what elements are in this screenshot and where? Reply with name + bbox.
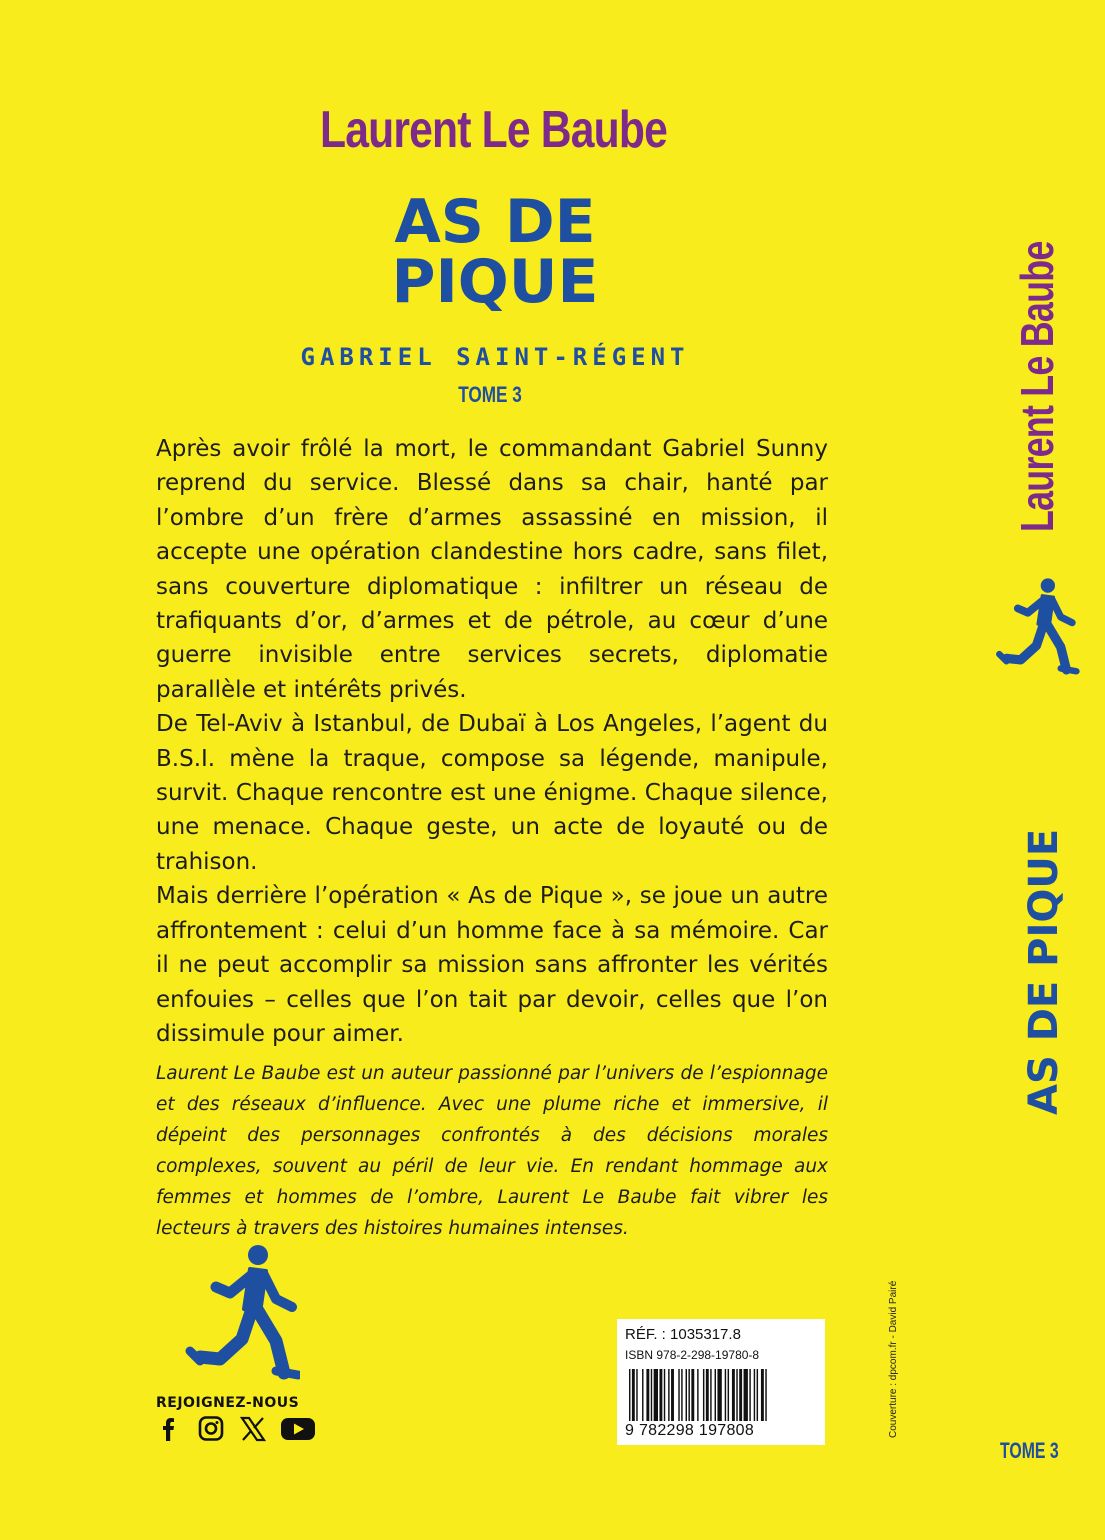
barcode <box>629 1369 813 1421</box>
barcode-bar <box>632 1369 635 1421</box>
spine-author-text: Laurent Le Baube <box>1011 241 1063 532</box>
blurb-paragraph: Après avoir frôlé la mort, le commandant Gabriel Sunny reprend du service. Blessé dans sa chair, hanté par l’ombre d’un frère d’armes assassiné en mission, il accepte une opération clandestine hors cadre, sans filet, sans couverture diplomatique : infiltrer un réseau de trafiquants d’or, d’armes et de pétrole, au cœur d’une guerre invisible entre services secrets, diplomatie parallèle et intérêts privés. <box>156 436 828 703</box>
barcode-bar <box>739 1369 742 1421</box>
barcode-bar <box>688 1369 689 1421</box>
barcode-bar <box>629 1369 630 1421</box>
running-man-logo <box>180 1243 300 1383</box>
barcode-bar <box>744 1369 748 1421</box>
barcode-bar <box>668 1369 669 1421</box>
blurb-paragraph: De Tel-Aviv à Istanbul, de Dubaï à Los Angeles, l’agent du B.S.I. mène la traque, compose sa légende, manipule, survit. Chaque rencontre est une énigme. Chaque silence, une menace. Chaque geste, un acte de loyauté ou de trahison. <box>156 711 828 875</box>
barcode-bar <box>736 1369 737 1421</box>
reference-number: RÉF. : 1035317.8 <box>625 1326 741 1343</box>
book-title <box>380 187 610 317</box>
barcode-bar <box>754 1369 755 1421</box>
barcode-bar <box>749 1369 750 1421</box>
cover-credit: Couverture : dpcom.fr - David Pairé <box>888 1280 899 1438</box>
barcode-bar <box>646 1369 649 1421</box>
barcode-bar <box>715 1369 716 1421</box>
barcode-bar <box>757 1369 758 1421</box>
facebook-icon[interactable] <box>154 1416 184 1442</box>
barcode-bar <box>691 1369 694 1421</box>
barcode-bar <box>636 1369 637 1421</box>
barcode-panel <box>617 1319 825 1445</box>
blurb <box>156 432 828 1051</box>
barcode-bar <box>706 1369 709 1421</box>
barcode-bar <box>765 1369 766 1421</box>
youtube-icon[interactable] <box>280 1416 310 1442</box>
barcode-bar <box>697 1369 698 1421</box>
spine-tome: TOME 3 <box>1000 1438 1059 1463</box>
blurb-paragraph: Mais derrière l’opération « As de Pique », se joue un autre affrontement : celui d’un homme face à sa mémoire. Car il ne peut accomplir sa mission sans affronter les vérités enfouies – celles que l’on tait par devoir, celles que l’on dissimule pour aimer. <box>156 883 828 1047</box>
tome-number: TOME 3 <box>458 382 522 407</box>
barcode-bar <box>681 1369 682 1421</box>
isbn-number: ISBN 978-2-298-19780-8 <box>625 1348 760 1362</box>
barcode-bar <box>686 1369 687 1421</box>
barcode-bar <box>654 1369 658 1421</box>
social-links <box>154 1416 310 1442</box>
join-us-label: REJOIGNEZ-NOUS <box>156 1395 300 1411</box>
book-title-line-1: AS DE <box>394 187 596 257</box>
book-title-line-2: PIQUE <box>391 247 599 317</box>
barcode-bar <box>710 1369 711 1421</box>
barcode-bar <box>664 1369 665 1421</box>
spine-title: AS DE PIQUE <box>1021 828 1067 1115</box>
barcode-bar <box>651 1369 652 1421</box>
barcode-bar <box>703 1369 704 1421</box>
barcode-bar <box>678 1369 679 1421</box>
x-icon[interactable] <box>238 1416 268 1442</box>
series-name: GABRIEL SAINT-RÉGENT <box>300 343 690 371</box>
spine-running-man-logo <box>990 577 1080 677</box>
barcode-bar <box>717 1369 721 1421</box>
barcode-bar <box>671 1369 674 1421</box>
instagram-icon[interactable] <box>196 1416 226 1442</box>
author-bio: Laurent Le Baube est un auteur passionné par l’univers de l’espionnage et des réseaux d’influence. Avec une plume riche et immersive, il dépeint des personnages confrontés à des décisions morales complexes, souvent au péril de leur vie. En rendant hommage aux femmes et hommes de l’ombre, Laurent Le Baube fait vibrer les lecteurs à travers des histoires humaines intenses. <box>156 1063 828 1239</box>
barcode-bar <box>728 1369 729 1421</box>
ean-digits: 9 782298 197808 <box>625 1422 755 1439</box>
barcode-bar <box>732 1369 735 1421</box>
barcode-bar <box>761 1369 764 1421</box>
barcode-bar <box>642 1369 643 1421</box>
author-name: Laurent Le Baube <box>320 101 668 159</box>
spine-author <box>1012 159 1062 532</box>
barcode-bar <box>725 1369 726 1421</box>
barcode-bar <box>659 1369 662 1421</box>
